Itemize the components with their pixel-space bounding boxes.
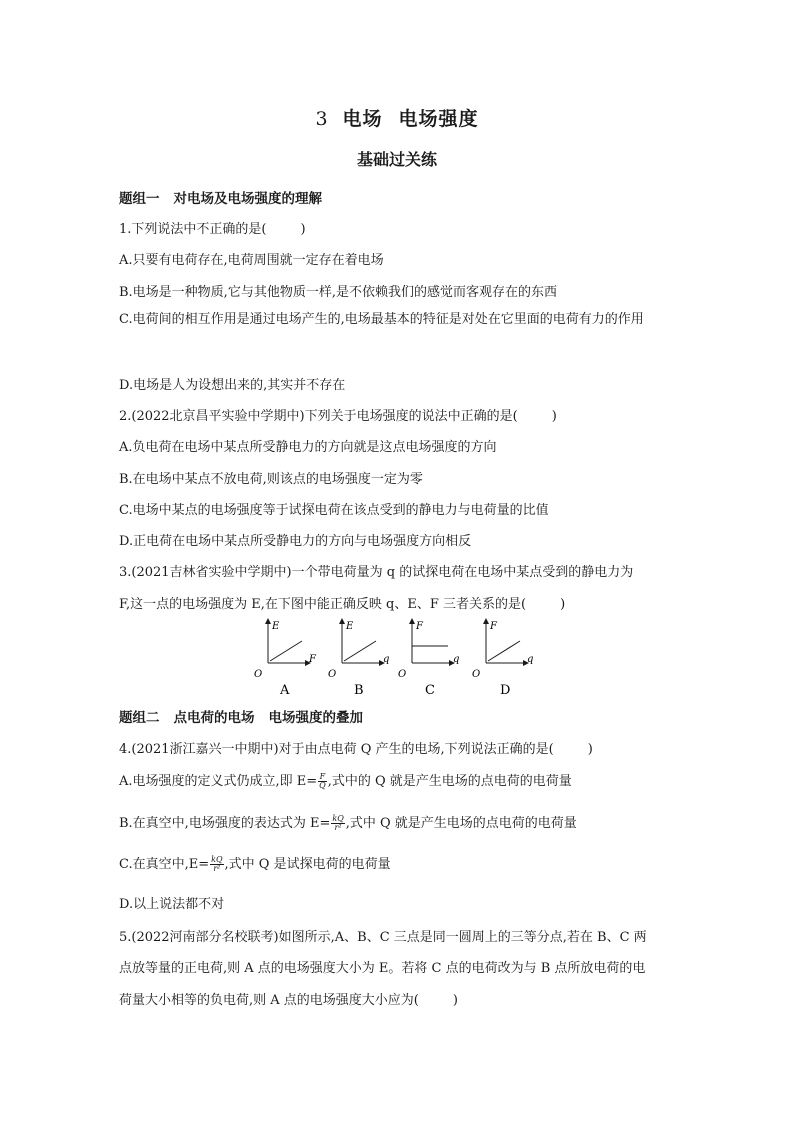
graph-c <box>398 619 459 698</box>
q5-stem-line-2: 点放等量的正电荷,则 A 点的电场强度大小为 E。若将 C 点的电荷改为与 B 点所放电荷的电 <box>119 961 646 976</box>
graph-b-x-label: q <box>383 654 390 665</box>
q4-c-prefix: C.在真空中,E= <box>119 857 210 872</box>
q1-paren-close: ) <box>300 222 306 237</box>
q2-option-b: B.在电场中某点不放电荷,则该点的电场强度一定为零 <box>119 472 423 487</box>
graph-d-x-label: q <box>527 654 534 665</box>
q4-a-fraction <box>318 773 327 790</box>
graph-c-x-label: q <box>453 654 460 665</box>
title-part-2: 电场强度 <box>398 108 479 130</box>
group-1-text: 对电场及电场强度的理解 <box>173 191 322 207</box>
q4-option-d: D.以上说法都不对 <box>119 897 225 912</box>
q4-paren-close: ) <box>587 742 593 757</box>
q4-c-suffix: ,式中 Q 是试探电荷的电荷量 <box>224 857 391 872</box>
section-subtitle: 基础过关练 <box>356 150 437 169</box>
q4-a-suffix: ,式中的 Q 就是产生电场的点电荷的电荷量 <box>327 774 572 789</box>
q3-paren-close: ) <box>560 597 566 612</box>
title-part-1: 电场 <box>342 108 383 130</box>
q2-stem-text: 2.(2022北京昌平实验中学期中)下列关于电场强度的说法中正确的是( <box>119 409 518 424</box>
q1-option-a: A.只要有电荷存在,电荷周围就一定存在着电场 <box>119 253 384 268</box>
group-1-label: 题组一 <box>119 191 160 207</box>
q4-b-numerator: kQ <box>332 814 344 823</box>
graph-b-label: B <box>354 683 364 698</box>
q1-option-b: B.电场是一种物质,它与其他物质一样,是不依赖我们的感觉而客观存在的东西 <box>119 285 557 300</box>
q4-c-denominator: r² <box>213 864 221 873</box>
q4-c-numerator: kQ <box>211 855 223 864</box>
group-2-heading <box>119 706 363 726</box>
q4-a-denominator: Q <box>319 781 326 790</box>
q2-option-d: D.正电荷在电场中某点所受静电力的方向与电场强度方向相反 <box>119 534 472 549</box>
q5-paren-close: ) <box>452 993 458 1008</box>
q3-stem-line-1: 3.(2021吉林省实验中学期中)一个带电荷量为 q 的试探电荷在电场中某点受到的静电力为 <box>119 565 634 580</box>
q2-option-a: A.负电荷在电场中某点所受静电力的方向就是这点电场强度的方向 <box>119 440 497 455</box>
graph-a-origin: O <box>254 669 263 680</box>
q1-stem-text: 1.下列说法中不正确的是( <box>119 222 267 237</box>
graph-d-y-label: F <box>490 621 497 632</box>
q5-stem-line-1: 5.(2022河南部分名校联考)如图所示,A、B、C 三点是同一圆周上的三等分点,若在 B、C 两 <box>119 930 647 945</box>
graph-c-label: C <box>425 683 435 698</box>
q4-option-a <box>119 770 572 790</box>
q4-stem <box>119 738 593 757</box>
q4-a-prefix: A.电场强度的定义式仍成立,即 E= <box>119 774 318 789</box>
graph-a <box>254 619 317 698</box>
q1-option-d: D.电场是人为设想出来的,其实并不存在 <box>119 378 346 393</box>
graph-c-origin: O <box>398 669 407 680</box>
q4-stem-text: 4.(2021浙江嘉兴一中期中)对于由点电荷 Q 产生的电场,下列说法正确的是( <box>119 742 554 757</box>
q5-stem-line-3-text: 荷量大小相等的负电荷,则 A 点的电场强度大小应为( <box>119 993 419 1008</box>
q1-option-c: C.电荷间的相互作用是通过电场产生的,电场最基本的特征是对处在它里面的电荷有力的作用 <box>119 312 644 327</box>
graph-b-origin: O <box>328 669 337 680</box>
graph-d-label: D <box>500 683 511 698</box>
graph-a-label: A <box>280 683 290 698</box>
q2-stem <box>119 405 557 424</box>
graph-a-x-label: F <box>309 654 316 665</box>
q4-c-fraction <box>210 856 223 873</box>
group-1-heading <box>119 187 322 207</box>
q1-stem <box>119 218 306 237</box>
group-2-text-2: 电场强度的叠加 <box>268 710 363 726</box>
graph-a-y-label: E <box>272 621 280 632</box>
graph-c-y-label: F <box>416 621 423 632</box>
q2-paren-close: ) <box>551 409 557 424</box>
q4-a-numerator: F <box>319 772 326 781</box>
q5-stem-line-3 <box>119 989 458 1008</box>
q2-option-c: C.电场中某点的电场强度等于试探电荷在该点受到的静电力与电荷量的比值 <box>119 503 549 518</box>
group-2-text-1: 点电荷的电场 <box>173 710 255 726</box>
q3-stem-line-2 <box>119 593 565 612</box>
q3-stem-line-2-text: F,这一点的电场强度为 E,在下图中能正确反映 q、E、F 三者关系的是( <box>119 597 527 612</box>
graph-d-origin: O <box>472 669 481 680</box>
group-2-label: 题组二 <box>119 710 160 726</box>
q3-graph-options <box>252 615 552 705</box>
q4-b-fraction <box>331 815 344 832</box>
q4-option-c <box>119 853 391 873</box>
graph-b <box>328 619 389 698</box>
q4-b-suffix: ,式中 Q 就是产生电场的点电荷的电荷量 <box>345 816 577 831</box>
q4-b-denominator: r² <box>334 823 342 832</box>
graph-d <box>472 619 533 698</box>
graph-b-y-label: E <box>346 621 354 632</box>
page-title <box>0 104 794 131</box>
q4-b-prefix: B.在真空中,电场强度的表达式为 E= <box>119 816 331 831</box>
q4-option-b <box>119 812 577 832</box>
section-number: 3 <box>315 108 329 130</box>
